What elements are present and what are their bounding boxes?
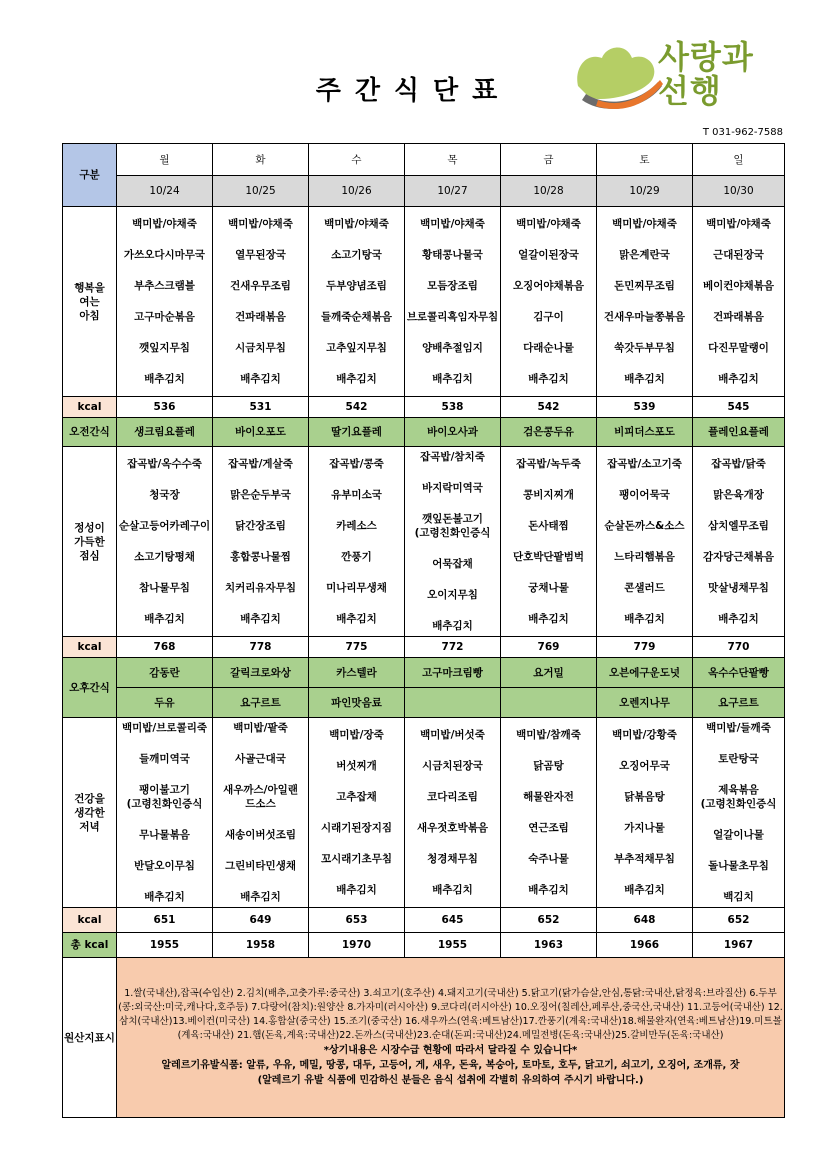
menu-item: 가쓰오다시마무국 (123, 249, 206, 261)
am-snack-label: 오전간식 (63, 418, 117, 447)
kcal-value: 542 (501, 397, 597, 418)
menu-item: 잡곡밥/옥수수죽 (127, 458, 202, 470)
pm-snack-row-1 (63, 658, 785, 688)
menu-item: 백미밥/버섯죽 (420, 729, 485, 741)
allergy-list: 알레르기유발식품: 알류, 우유, 메밀, 땅콩, 대두, 고등어, 게, 새우, 돈육, 복숭아, 토마토, 호두, 닭고기, 쇠고기, 오징어, 조개류, 잣 (161, 1060, 740, 1071)
menu-item: 배추김치 (718, 613, 759, 625)
menu-item: 건파래볶음 (235, 311, 286, 323)
menu-item: 참나물무침 (139, 582, 190, 594)
breakfast-cell (309, 207, 405, 397)
menu-item: 맑은계란국 (619, 249, 670, 261)
menu-item: 어묵잡채 (432, 558, 473, 570)
menu-item: 무나물볶음 (139, 829, 190, 841)
menu-item: 꼬시래기초무침 (320, 853, 392, 865)
menu-item: 잡곡밥/콩죽 (329, 458, 384, 470)
pm-snack-cell: 요구르트 (213, 688, 309, 718)
kcal-value: 649 (213, 908, 309, 933)
menu-item: 소고기탕국 (331, 249, 382, 261)
pm-snack-cell: 오븐에구운도넛 (597, 658, 693, 688)
menu-item: 돈민찌무조림 (614, 280, 675, 292)
day-header: 월 (117, 144, 213, 176)
menu-item: 닭곰탕 (533, 760, 564, 772)
menu-item: 바지락미역국 (422, 482, 483, 494)
menu-item: 궁채나물 (528, 582, 569, 594)
menu-item: 돌나물초무침 (708, 860, 769, 872)
dinner-cell (213, 718, 309, 908)
breakfast-cell (117, 207, 213, 397)
total-kcal-value: 1970 (309, 933, 405, 958)
menu-item: 배추김치 (624, 884, 665, 896)
am-snack-cell: 바이오사과 (405, 418, 501, 447)
menu-item: 그린비타민생채 (224, 860, 296, 872)
kcal-value: 651 (117, 908, 213, 933)
kcal-value: 775 (309, 637, 405, 658)
menu-item: 백미밥/팥죽 (233, 722, 288, 734)
kcal-value: 648 (597, 908, 693, 933)
header-dates-row (63, 176, 785, 207)
date-header: 10/25 (213, 176, 309, 207)
menu-item: 깻잎지무침 (139, 342, 190, 354)
day-header: 화 (213, 144, 309, 176)
menu-item: 백미밥/들깨죽 (706, 722, 771, 734)
lunch-kcal-row (63, 637, 785, 658)
logo-text: 사랑과 선행 (658, 38, 754, 110)
menu-item: 브로콜리흑임자무침 (406, 311, 499, 323)
lunch-cell (213, 447, 309, 637)
kcal-value: 645 (405, 908, 501, 933)
menu-item: 배추김치 (528, 373, 569, 385)
menu-item: 오징어야채볶음 (512, 280, 584, 292)
kcal-value: 536 (117, 397, 213, 418)
menu-item: 새송이버섯조림 (224, 829, 296, 841)
menu-item: 잡곡밥/게살죽 (228, 458, 293, 470)
dinner-label: 건강을 생각한 저녁 (63, 718, 117, 908)
menu-item: 백미밥/참깨죽 (516, 729, 581, 741)
menu-item: 사골근대국 (235, 753, 286, 765)
menu-item: 맑은육개장 (713, 489, 764, 501)
dinner-cell (117, 718, 213, 908)
menu-item: 백미밥/강황죽 (612, 729, 677, 741)
menu-item: 배추김치 (240, 373, 281, 385)
dinner-cell (693, 718, 785, 908)
menu-item: 백미밥/야채죽 (612, 218, 677, 230)
menu-item: 두부양념조림 (326, 280, 387, 292)
menu-item: 백미밥/야채죽 (420, 218, 485, 230)
breakfast-row (63, 207, 785, 397)
date-header: 10/27 (405, 176, 501, 207)
pm-snack-cell: 요거밀 (501, 658, 597, 688)
menu-item: 근대된장국 (713, 249, 764, 261)
total-kcal-value: 1963 (501, 933, 597, 958)
menu-item: 백미밥/야채죽 (228, 218, 293, 230)
menu-item: 토란탕국 (718, 753, 759, 765)
pm-snack-cell: 고구마크림빵 (405, 658, 501, 688)
menu-item: 부추적채무침 (614, 853, 675, 865)
menu-item: 닭간장조림 (235, 520, 286, 532)
kcal-label: kcal (63, 908, 117, 933)
date-header: 10/29 (597, 176, 693, 207)
menu-item: 카레소스 (336, 520, 377, 532)
total-kcal-label: 총 kcal (63, 933, 117, 958)
dinner-cell (309, 718, 405, 908)
kcal-value: 772 (405, 637, 501, 658)
kcal-value: 652 (693, 908, 785, 933)
menu-item: 팽이어묵국 (619, 489, 670, 501)
total-kcal-value: 1966 (597, 933, 693, 958)
kcal-value: 652 (501, 908, 597, 933)
total-kcal-value: 1967 (693, 933, 785, 958)
dinner-cell (501, 718, 597, 908)
menu-item: 코다리조림 (427, 791, 478, 803)
pm-snack-cell (501, 688, 597, 718)
menu-item: 시금치된장국 (422, 760, 483, 772)
menu-item: 베이컨야채볶음 (702, 280, 774, 292)
menu-item: 잡곡밥/소고기죽 (607, 458, 682, 470)
menu-item: 치커리유자무침 (224, 582, 296, 594)
menu-item: 유부미소국 (331, 489, 382, 501)
menu-item: 깻잎돈불고기 (고령친화인증식 (414, 513, 491, 539)
kcal-value: 531 (213, 397, 309, 418)
menu-item: 해물완자전 (523, 791, 574, 803)
category-header: 구분 (63, 144, 117, 207)
menu-item: 배추김치 (144, 891, 185, 903)
am-snack-cell: 딸기요플레 (309, 418, 405, 447)
menu-item: 배추김치 (240, 613, 281, 625)
day-header: 토 (597, 144, 693, 176)
breakfast-cell (597, 207, 693, 397)
menu-item: 연근조림 (528, 822, 569, 834)
origin-text: 1.쌀(국내산),잡곡(수입산) 2.김치(배추,고춧가루:중국산) 3.쇠고기(호주산) 4.돼지고기(국내산) 5.닭고기(닭가슴살,안심,통닭:국내산,닭정육:브라질산) 6.두부(콩:외국산:미국,캐나다,호주등) 7.다랑어(참치):원양산 8.가자미(러시아산) 9.코다리(러시아산) 10.오징어(칠레산,페루산,중국산,국내산) 11.고등어(국내산) 12.삼치(국내산)13.베이컨(미국산) 14.홍합살(중국산) 15.조기(중국산) 16.새우까스(연육:베트남산)17.깐풍기(계육:국내산)18.해물완자(연육:베트남산)19.미트볼(계육:국내산) 21.햄(돈육,계육:국내산)22.돈까스(국내산)23.순대(돈피:국내산)24.메밀전병(돈육:국내산)25.갈비만두(돈육:국내산) (118, 988, 783, 1041)
kcal-label: kcal (63, 397, 117, 418)
dinner-cell (597, 718, 693, 908)
menu-item: 숙주나물 (528, 853, 569, 865)
menu-item: 들깨미역국 (139, 753, 190, 765)
logo (568, 38, 790, 118)
menu-item: 콘샐러드 (624, 582, 665, 594)
menu-item: 김구이 (533, 311, 564, 323)
breakfast-cell (213, 207, 309, 397)
menu-item: 순살돈까스&소스 (604, 520, 685, 532)
total-row (63, 933, 785, 958)
menu-item: 오이지무침 (427, 589, 478, 601)
menu-item: 깐풍기 (341, 551, 372, 563)
market-note: *상기내용은 시장수급 현황에 따라서 달라질 수 있습니다* (323, 1045, 578, 1056)
kcal-value: 768 (117, 637, 213, 658)
menu-item: 가지나물 (624, 822, 665, 834)
breakfast-label: 행복을 여는 아침 (63, 207, 117, 397)
kcal-value: 542 (309, 397, 405, 418)
menu-item: 시래기된장지짐 (320, 822, 392, 834)
total-kcal-value: 1958 (213, 933, 309, 958)
lunch-row (63, 447, 785, 637)
lunch-label: 정성이 가득한 점심 (63, 447, 117, 637)
hands-logo-icon (568, 38, 663, 113)
menu-item: 삼치엘무조림 (708, 520, 769, 532)
allergy-warning: (알레르기 유발 식품에 민감하신 분들은 음식 섭취에 각별히 유의하여 주시기 바랍니다.) (257, 1075, 644, 1086)
menu-item: 얼갈이된장국 (518, 249, 579, 261)
kcal-value: 538 (405, 397, 501, 418)
am-snack-row (63, 418, 785, 447)
total-kcal-value: 1955 (405, 933, 501, 958)
origin-label: 원산지표시 (63, 958, 117, 1118)
menu-item: 새우까스/아일랜 드소스 (223, 784, 298, 810)
menu-item: 배추김치 (432, 373, 473, 385)
pm-snack-cell: 옥수수단팥빵 (693, 658, 785, 688)
menu-item: 배추김치 (336, 613, 377, 625)
kcal-value: 545 (693, 397, 785, 418)
menu-item: 청국장 (149, 489, 180, 501)
am-snack-cell: 플레인요플레 (693, 418, 785, 447)
kcal-label: kcal (63, 637, 117, 658)
menu-item: 배추김치 (336, 884, 377, 896)
menu-item: 다진무말랭이 (708, 342, 769, 354)
total-kcal-value: 1955 (117, 933, 213, 958)
kcal-value: 769 (501, 637, 597, 658)
kcal-value: 778 (213, 637, 309, 658)
menu-item: 백미밥/브로콜리죽 (122, 722, 207, 734)
weekly-menu-table (62, 143, 785, 1118)
menu-item: 양배추절임지 (422, 342, 483, 354)
pm-snack-cell: 파인맛음료 (309, 688, 405, 718)
menu-item: 백미밥/야채죽 (706, 218, 771, 230)
am-snack-cell: 생크림요플레 (117, 418, 213, 447)
menu-item: 청경채무침 (427, 853, 478, 865)
menu-item: 돈사태찜 (528, 520, 569, 532)
menu-item: 배추김치 (624, 613, 665, 625)
menu-item: 소고기탕평채 (134, 551, 195, 563)
menu-item: 백미밥/야채죽 (132, 218, 197, 230)
breakfast-cell (405, 207, 501, 397)
menu-item: 제육볶음 (고령친화인증식 (700, 784, 777, 810)
menu-item: 맑은순두부국 (230, 489, 291, 501)
menu-item: 단호박단팥범벅 (512, 551, 584, 563)
menu-item: 건파래볶음 (713, 311, 764, 323)
menu-item: 부추스크램블 (134, 280, 195, 292)
am-snack-cell: 비피더스포도 (597, 418, 693, 447)
menu-item: 미나리무생채 (326, 582, 387, 594)
lunch-cell (501, 447, 597, 637)
menu-item: 백김치 (723, 891, 754, 903)
menu-item: 고추잡채 (336, 791, 377, 803)
origin-row (63, 958, 785, 1118)
menu-item: 배추김치 (624, 373, 665, 385)
menu-item: 황태콩나물국 (422, 249, 483, 261)
menu-item: 들깨죽순채볶음 (320, 311, 392, 323)
pm-snack-cell: 감동란 (117, 658, 213, 688)
menu-item: 홍합콩나물찜 (230, 551, 291, 563)
menu-item: 버섯찌개 (336, 760, 377, 772)
breakfast-cell (693, 207, 785, 397)
breakfast-kcal-row (63, 397, 785, 418)
kcal-value: 779 (597, 637, 693, 658)
origin-info (117, 958, 785, 1118)
menu-item: 배추김치 (336, 373, 377, 385)
dinner-cell (405, 718, 501, 908)
pm-snack-cell: 두유 (117, 688, 213, 718)
kcal-value: 539 (597, 397, 693, 418)
pm-snack-cell (405, 688, 501, 718)
am-snack-cell: 검은콩두유 (501, 418, 597, 447)
phone-number: T 031-962-7588 (702, 127, 783, 138)
menu-item: 배추김치 (528, 884, 569, 896)
menu-item: 건새우무조림 (230, 280, 291, 292)
page-title: 주간식단표 (315, 76, 512, 106)
pm-snack-cell: 요구르트 (693, 688, 785, 718)
menu-item: 시금치무침 (235, 342, 286, 354)
menu-item: 건새우마늘쫑볶음 (603, 311, 686, 323)
am-snack-cell: 바이오포도 (213, 418, 309, 447)
lunch-cell (309, 447, 405, 637)
breakfast-cell (501, 207, 597, 397)
date-header: 10/30 (693, 176, 785, 207)
menu-item: 배추김치 (718, 373, 759, 385)
dinner-kcal-row (63, 908, 785, 933)
menu-item: 모듬장조림 (427, 280, 478, 292)
lunch-cell (405, 447, 501, 637)
menu-item: 고구마순볶음 (134, 311, 195, 323)
menu-item: 배추김치 (432, 884, 473, 896)
menu-item: 오징어무국 (619, 760, 670, 772)
lunch-cell (693, 447, 785, 637)
menu-item: 백미밥/야채죽 (324, 218, 389, 230)
menu-item: 고추잎지무침 (326, 342, 387, 354)
menu-item: 배추김치 (240, 891, 281, 903)
kcal-value: 653 (309, 908, 405, 933)
pm-snack-cell: 오렌지나무 (597, 688, 693, 718)
header-days-row (63, 144, 785, 176)
menu-item: 열무된장국 (235, 249, 286, 261)
pm-snack-cell: 카스텔라 (309, 658, 405, 688)
menu-item: 느타리햄볶음 (614, 551, 675, 563)
day-header: 일 (693, 144, 785, 176)
lunch-cell (597, 447, 693, 637)
menu-item: 잡곡밥/닭죽 (711, 458, 766, 470)
day-header: 목 (405, 144, 501, 176)
menu-item: 배추김치 (144, 613, 185, 625)
menu-item: 쑥갓두부무침 (614, 342, 675, 354)
menu-item: 배추김치 (528, 613, 569, 625)
day-header: 수 (309, 144, 405, 176)
menu-item: 잡곡밥/참치죽 (420, 451, 485, 463)
date-header: 10/26 (309, 176, 405, 207)
date-header: 10/28 (501, 176, 597, 207)
menu-item: 반달오이무침 (134, 860, 195, 872)
day-header: 금 (501, 144, 597, 176)
menu-item: 새우젓호박볶음 (416, 822, 488, 834)
menu-item: 배추김치 (144, 373, 185, 385)
menu-item: 콩비지찌개 (523, 489, 574, 501)
menu-item: 백미밥/장죽 (329, 729, 384, 741)
menu-item: 팽이불고기 (고령친화인증식 (126, 784, 203, 810)
kcal-value: 770 (693, 637, 785, 658)
lunch-cell (117, 447, 213, 637)
menu-item: 배추김치 (432, 620, 473, 632)
date-header: 10/24 (117, 176, 213, 207)
menu-item: 닭볶음탕 (624, 791, 665, 803)
menu-item: 잡곡밥/녹두죽 (516, 458, 581, 470)
menu-item: 얼갈이나물 (713, 829, 764, 841)
menu-item: 감자당근채볶음 (702, 551, 774, 563)
menu-item: 맛살냉채무침 (708, 582, 769, 594)
menu-item: 백미밥/야채죽 (516, 218, 581, 230)
dinner-row (63, 718, 785, 908)
pm-snack-label: 오후간식 (63, 658, 117, 718)
menu-item: 다래순나물 (523, 342, 574, 354)
menu-item: 순살고등어카레구이 (118, 520, 211, 532)
pm-snack-cell: 갈릭크로와상 (213, 658, 309, 688)
pm-snack-row-2 (63, 688, 785, 718)
